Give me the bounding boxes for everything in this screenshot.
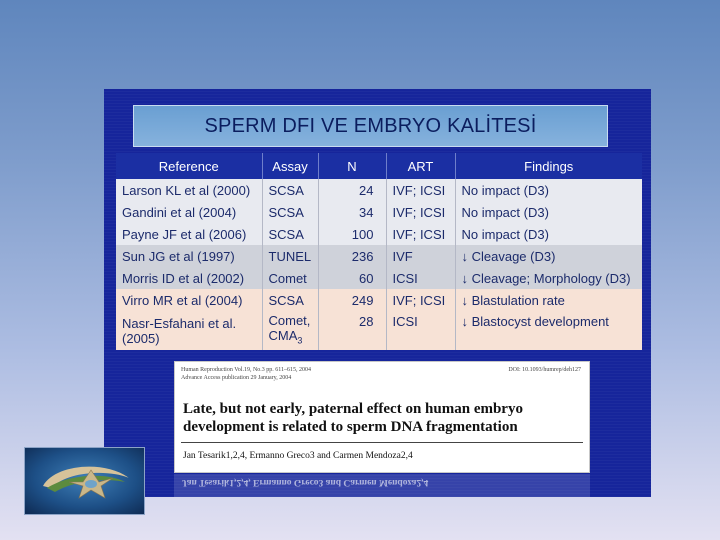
cell-findings: ↓ Blastocyst development <box>455 311 642 350</box>
cell-art: IVF; ICSI <box>386 179 455 201</box>
cell-n: 236 <box>318 245 386 267</box>
table-row <box>116 201 642 223</box>
cell-art: IVF; ICSI <box>386 201 455 223</box>
cell-assay <box>262 311 318 350</box>
divider <box>181 442 583 443</box>
cell-n: 24 <box>318 179 386 201</box>
slide-title: SPERM DFI VE EMBRYO KALİTESİ <box>204 114 537 137</box>
article-header-image <box>174 361 590 473</box>
cell-assay: Comet <box>262 267 318 289</box>
cell-findings: No impact (D3) <box>455 201 642 223</box>
cell-reference: Virro MR et al (2004) <box>116 289 262 311</box>
study-table <box>116 153 642 350</box>
cell-assay: TUNEL <box>262 245 318 267</box>
article-reflection <box>174 474 590 497</box>
table-row <box>116 267 642 289</box>
table-row <box>116 289 642 311</box>
article-title: Late, but not early, paternal effect on human embryo development is related to sperm DNA fragmentation <box>183 401 523 435</box>
table-row <box>116 179 642 201</box>
journal-line: Human Reproduction Vol.19, No.3 pp. 611–615, 2004 <box>181 367 312 373</box>
header-findings: Findings <box>455 153 642 179</box>
cell-art: ICSI <box>386 311 455 350</box>
cell-reference: Payne JF et al (2006) <box>116 223 262 245</box>
cell-n: 60 <box>318 267 386 289</box>
reflection-authors: Jan Tesarik1,2,4, Ermanno Greco3 and Carmen Mendoza2,4 <box>182 477 429 487</box>
cell-art: IVF <box>386 245 455 267</box>
table-row <box>116 311 642 350</box>
cell-n: 28 <box>318 311 386 350</box>
header-n: N <box>318 153 386 179</box>
cell-assay: SCSA <box>262 179 318 201</box>
cell-findings: ↓ Blastulation rate <box>455 289 642 311</box>
cell-art: ICSI <box>386 267 455 289</box>
cell-reference: Larson KL et al (2000) <box>116 179 262 201</box>
header-reference: Reference <box>116 153 262 179</box>
assay-subscript: 3 <box>297 335 303 346</box>
advance-access-line: Advance Access publication 29 January, 2004 <box>181 375 292 381</box>
table-header-row <box>116 153 642 179</box>
cell-findings: ↓ Cleavage; Morphology (D3) <box>455 267 642 289</box>
table-row <box>116 245 642 267</box>
cell-art: IVF; ICSI <box>386 223 455 245</box>
header-assay: Assay <box>262 153 318 179</box>
cell-n: 34 <box>318 201 386 223</box>
cell-reference: Gandini et al (2004) <box>116 201 262 223</box>
cell-findings: No impact (D3) <box>455 179 642 201</box>
doi-line: DOI: 10.1093/humrep/deh127 <box>508 367 581 373</box>
cell-reference: Sun JG et al (1997) <box>116 245 262 267</box>
cell-findings: No impact (D3) <box>455 223 642 245</box>
cell-reference: Nasr-Esfahani et al. (2005) <box>116 311 262 350</box>
cell-assay: SCSA <box>262 289 318 311</box>
cell-n: 249 <box>318 289 386 311</box>
cell-reference: Morris ID et al (2002) <box>116 267 262 289</box>
article-authors: Jan Tesarik1,2,4, Ermanno Greco3 and Carmen Mendoza2,4 <box>183 451 413 461</box>
cell-assay: SCSA <box>262 223 318 245</box>
table-row <box>116 223 642 245</box>
cell-n: 100 <box>318 223 386 245</box>
slide-panel <box>104 89 651 497</box>
logo-graphic <box>25 448 145 515</box>
cell-art: IVF; ICSI <box>386 289 455 311</box>
assay-text: Comet, CMA <box>268 312 311 343</box>
slide-title-box <box>133 105 608 147</box>
island-crescent-logo <box>24 447 145 515</box>
header-art: ART <box>386 153 455 179</box>
cell-assay: SCSA <box>262 201 318 223</box>
cell-findings: ↓ Cleavage (D3) <box>455 245 642 267</box>
